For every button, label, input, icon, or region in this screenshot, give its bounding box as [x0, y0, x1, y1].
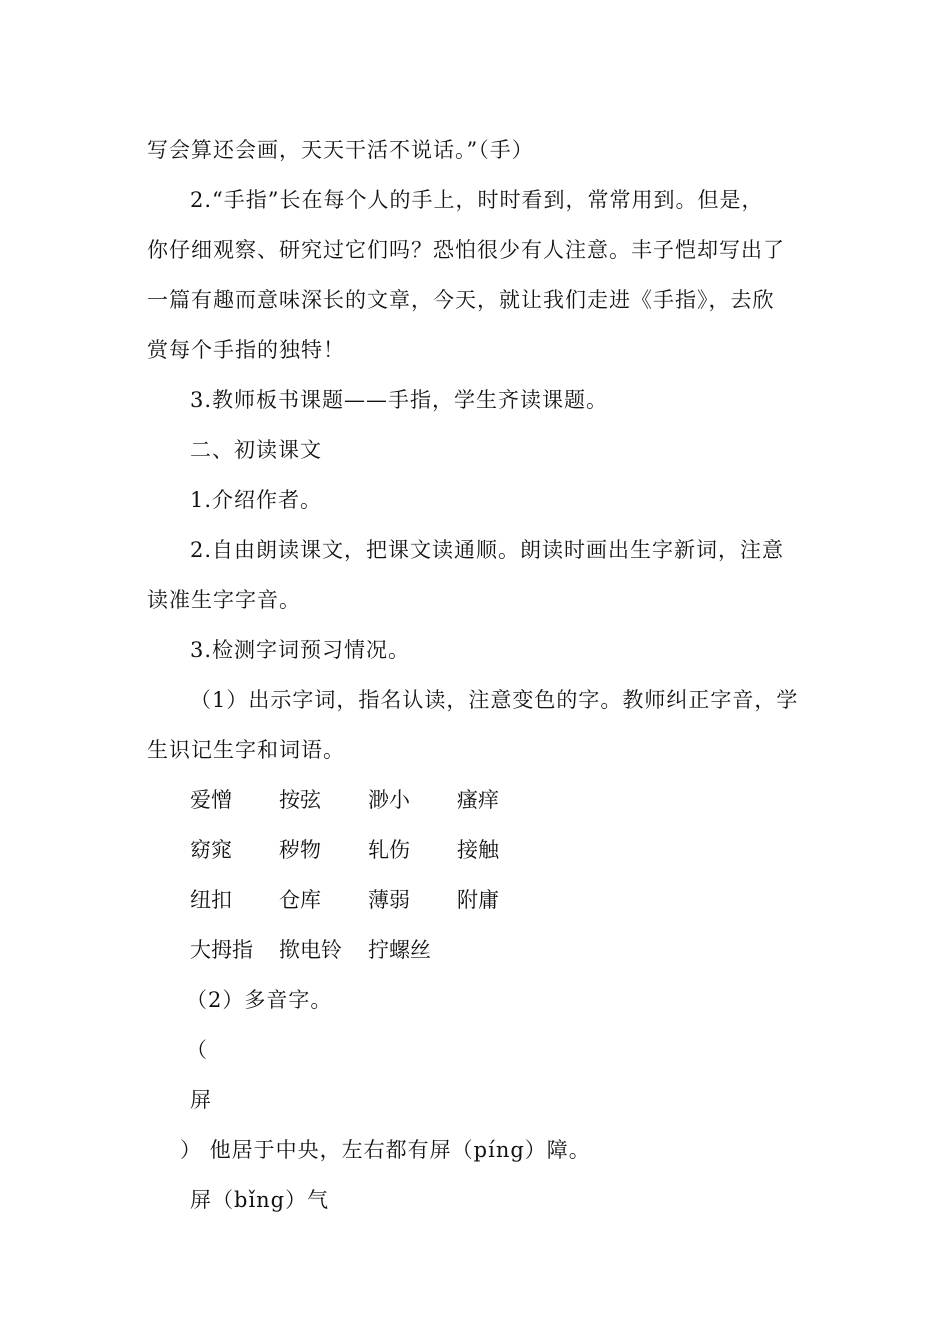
text-line: 写会算还会画，天天干活不说话。”（手） [147, 138, 534, 162]
section-heading: 二、初读课文 [190, 438, 322, 462]
vocab-word: 仓库 [279, 888, 321, 912]
vocab-word: 接触 [457, 838, 499, 862]
text-line: ） 他居于中央，左右都有屏（píng）障。 [180, 1138, 591, 1162]
vocab-word: 瘙痒 [457, 788, 499, 812]
vocab-word: 秽物 [279, 838, 321, 862]
vocab-word: 薄弱 [368, 888, 410, 912]
vocab-row [190, 836, 546, 864]
vocab-word: 纽扣 [190, 888, 232, 912]
vocab-word: 揿电铃 [279, 938, 342, 962]
text-line: 读准生字字音。 [147, 588, 301, 612]
text-line: 3.检测字词预习情况。 [190, 638, 411, 662]
vocab-word: 拧螺丝 [368, 938, 431, 962]
vocab-row [190, 886, 546, 914]
text-line: 屏（bǐng）气 [190, 1188, 330, 1212]
vocab-row [190, 786, 546, 814]
vocab-word: 渺小 [368, 788, 410, 812]
text-line: 赏每个手指的独特！ [147, 338, 345, 362]
text-line: 3.教师板书课题——手指，学生齐读课题。 [190, 388, 609, 412]
vocab-word: 附庸 [457, 888, 499, 912]
text-line: （2）多音字。 [186, 988, 333, 1012]
text-line: 生识记生字和词语。 [147, 738, 345, 762]
vocab-row [190, 936, 457, 964]
vocab-word: 按弦 [279, 788, 321, 812]
text-line: 一篇有趣而意味深长的文章，今天，就让我们走进《手指》，去欣 [147, 288, 775, 312]
text-line: 1.介绍作者。 [190, 488, 323, 512]
vocab-word: 轧伤 [368, 838, 410, 862]
vocab-word: 窈窕 [190, 838, 232, 862]
vocab-word: 爱憎 [190, 788, 232, 812]
vocab-word: 大拇指 [190, 938, 253, 962]
text-line: 你仔细观察、研究过它们吗？恐怕很少有人注意。丰子恺却写出了 [147, 238, 785, 262]
text-line: 2.自由朗读课文，把课文读通顺。朗读时画出生字新词，注意 [190, 538, 785, 562]
text-line: （1）出示字词，指名认读，注意变色的字。教师纠正字音，学 [190, 688, 799, 712]
text-line: 2.“手指”长在每个人的手上，时时看到，常常用到。但是， [190, 188, 764, 212]
text-line: 屏 [190, 1088, 212, 1112]
text-line: （ [186, 1038, 208, 1062]
